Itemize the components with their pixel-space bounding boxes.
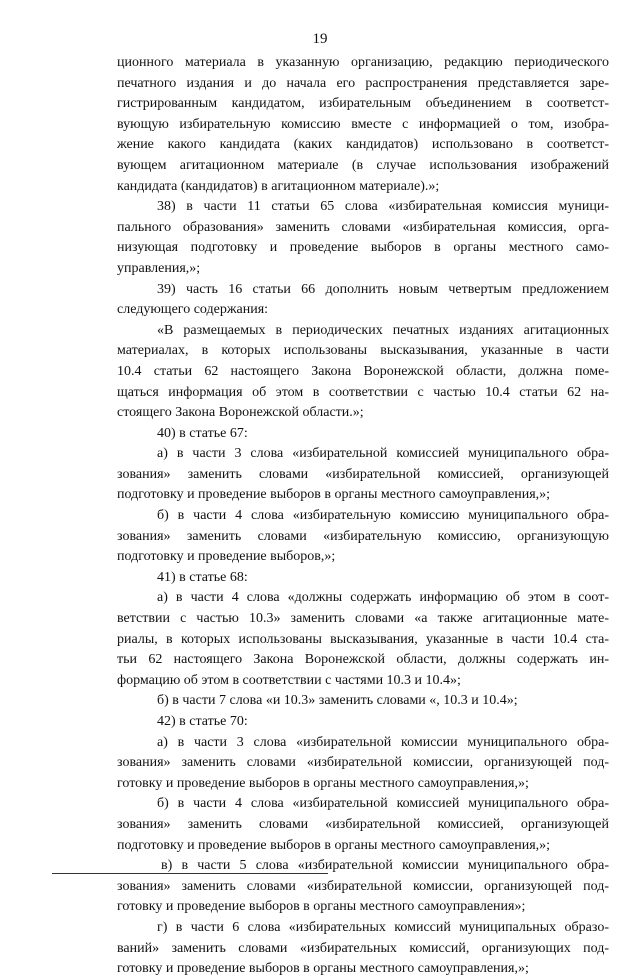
text-line: г) в части 6 слова «избирательных комиссий муниципальных образо- <box>157 919 609 935</box>
text-line: зования» заменить словами «избирательной комиссией, организующей <box>117 816 609 832</box>
text-line: ционного материала в указанную организацию, редакцию периодического <box>117 55 609 70</box>
body-text <box>117 53 609 980</box>
text-line: стоящего Закона Воронежской области.»; <box>117 405 364 421</box>
text-line: тьи 62 настоящего Закона Воронежской области, должны содержать ин- <box>117 652 609 668</box>
text-line: б) в части 7 слова «и 10.3» заменить словами «, 10.3 и 10.4»; <box>157 693 518 709</box>
text-line: кандидата (кандидатов) в агитационном материале).»; <box>117 178 440 194</box>
text-line: зования» заменить словами «избирательной комиссии, организующей под- <box>117 755 609 771</box>
text-line: вующем агитационном материале (в случае использования изображений <box>117 157 609 173</box>
text-line: а) в части 3 слова «избирательной комиссии муниципального обра- <box>157 734 609 750</box>
text-line: 38) в части 11 статьи 65 слова «избирательная комиссия муници- <box>157 199 609 215</box>
text-line: б) в части 4 слова «избирательную комиссию муниципального обра- <box>157 508 609 524</box>
text-line: жение какого кандидата (каких кандидатов) использовано в соответст- <box>117 137 609 153</box>
text-line: «В размещаемых в периодических печатных изданиях агитационных <box>157 322 609 338</box>
text-line: подготовку и проведение выборов в органы местного самоуправления,»; <box>117 837 551 853</box>
text-line: 42) в статье 70: <box>157 714 248 729</box>
text-line: 39) часть 16 статьи 66 дополнить новым четвертым предложением <box>157 281 609 297</box>
text-line: 41) в статье 68: <box>157 569 248 585</box>
text-line: низующая подготовку и проведение выборов в органы местного само- <box>117 240 609 256</box>
text-line: готовку и проведение выборов в органы местного самоуправления,»; <box>117 775 529 791</box>
footer-rule <box>52 873 328 874</box>
text-line: зования» заменить словами «избирательной комиссии, организующей под- <box>117 878 609 894</box>
text-line: подготовку и проведение выборов,»; <box>117 549 336 565</box>
text-line: печатного издания и до начала его распространения представляется заре- <box>117 75 609 91</box>
text-line: формацию об этом в соответствии с частями 10.3 и 10.4»; <box>117 672 461 688</box>
text-line: гистрированным кандидатом, избирательным объединением в соответст- <box>117 96 609 112</box>
text-line: управления,»; <box>117 260 201 276</box>
text-line: риалы, в которых использованы высказывания, указанные в части 10.4 ста- <box>117 631 609 647</box>
text-line: в) в части 5 слова «избирательной комиссии муниципального обра- <box>161 858 609 874</box>
text-line: готовку и проведение выборов в органы местного самоуправления,»; <box>117 961 529 977</box>
text-line: 40) в статье 67: <box>157 425 248 441</box>
text-line: пального образования» заменить словами «избирательная комиссия, орга- <box>117 219 609 235</box>
text-line: ветствии с частью 10.3» заменить словами «а также агитационные мате- <box>117 611 609 627</box>
text-line: а) в части 3 слова «избирательной комиссией муниципального обра- <box>157 446 609 462</box>
text-line: вующую избирательную комиссию вместе с информацией о том, изобра- <box>117 116 609 132</box>
text-line: б) в части 4 слова «избирательной комиссией муниципального обра- <box>157 796 609 812</box>
text-line: зования» заменить словами «избирательной комиссией, организующей <box>117 466 609 482</box>
page-number: 19 <box>312 31 328 47</box>
text-line: а) в части 4 слова «должны содержать информацию об этом в соот- <box>157 590 609 606</box>
text-line: зования» заменить словами «избирательную комиссию, организующую <box>117 528 609 544</box>
text-line: готовку и проведение выборов в органы местного самоуправления»; <box>117 899 526 915</box>
text-line: подготовку и проведение выборов в органы местного самоуправления,»; <box>117 487 551 503</box>
text-line: 10.4 статьи 62 настоящего Закона Воронежской области, должна поме- <box>117 363 609 379</box>
text-line: материалах, в которых использованы высказывания, указанные в части <box>117 343 609 359</box>
text-line: щаться информация об этом в соответствии с частью 10.4 статьи 62 на- <box>117 384 609 400</box>
text-line: следующего содержания: <box>117 302 269 318</box>
text-line: ваний» заменить словами «избирательных комиссий, организующих под- <box>117 940 609 956</box>
